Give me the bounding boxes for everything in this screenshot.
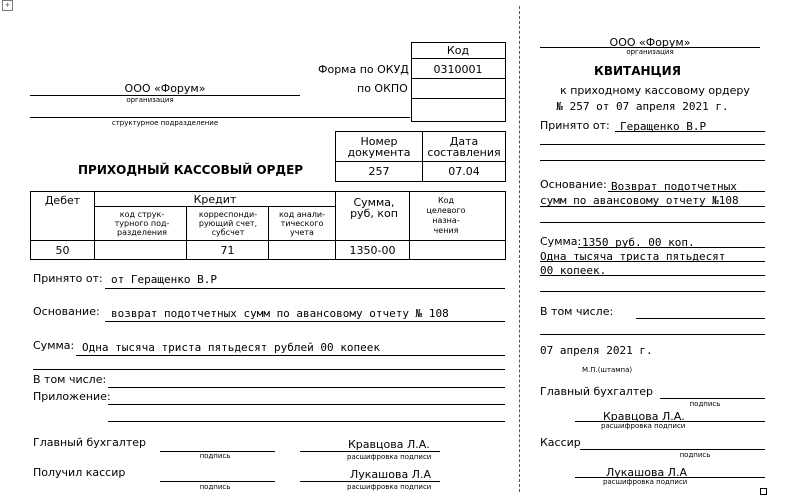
cut-line: [519, 6, 520, 492]
cashier-sign-caption: подпись: [199, 483, 231, 491]
row-sum: 1350-00: [349, 243, 396, 257]
debit-header: Дебет: [44, 193, 81, 207]
org-name: ООО «Форум»: [124, 82, 206, 95]
cashier-name: Лукашова Л.А: [350, 468, 431, 481]
okud-label: Форма по ОКУД: [318, 63, 409, 76]
receipt-cashier-name: Лукашова Л.А: [606, 466, 687, 479]
corner-marker: [760, 488, 767, 495]
doc-number-header: Номер документа: [347, 135, 411, 159]
doc-date-header: Дата составления: [427, 135, 501, 159]
chief-decode-caption: расшифровка подписи: [347, 453, 432, 461]
receipt-received-value: Геращенко В.Р: [620, 120, 707, 133]
credit-sub-account: корреспонди-рующий счет, субсчет: [198, 210, 258, 237]
receipt-date: 07 апреля 2021 г.: [540, 344, 653, 357]
chief-accountant-label: Главный бухгалтер: [33, 436, 146, 449]
receipt-basis-line1: Возврат подотчетных: [611, 180, 737, 193]
receipt-cashier-decode-caption: расшифровка подписи: [603, 478, 688, 486]
stamp-caption: М.П.(штампа): [582, 366, 633, 374]
receipt-sum-words1: Одна тысяча триста пятьдесят: [540, 250, 726, 263]
subdivision-caption: структурное подразделение: [111, 119, 219, 127]
anchor-icon: +: [2, 0, 13, 11]
doc-number-value: 257: [368, 165, 390, 178]
chief-accountant-name: Кравцова Л.А.: [348, 438, 430, 451]
receipt-org-name: ООО «Форум»: [609, 36, 691, 49]
credit-header: Кредит: [193, 192, 237, 206]
credit-sub-analytic: код анали-тического учета: [278, 210, 326, 237]
receipt-including-label: В том числе:: [540, 305, 614, 318]
receipt-received-label: Принято от:: [540, 119, 610, 132]
receipt-title: КВИТАНЦИЯ: [594, 64, 681, 78]
receipt-chief-name: Кравцова Л.А.: [603, 410, 685, 423]
including-label: В том числе:: [33, 373, 107, 386]
sum-value: Одна тысяча триста пятьдесят рублей 00 копеек: [82, 341, 381, 354]
sum-label: Сумма:: [33, 339, 75, 352]
cashier-decode-caption: расшифровка подписи: [347, 483, 432, 491]
row-purpose: [410, 242, 504, 258]
basis-label: Основание:: [33, 305, 100, 318]
receipt-cashier-label: Кассир: [540, 436, 581, 449]
okud-value: 0310001: [433, 63, 483, 76]
basis-value: возврат подотчетных сумм по авансовому отчету № 108: [111, 307, 449, 320]
chief-sign-caption: подпись: [199, 452, 231, 460]
receipt-org-caption: организация: [626, 48, 674, 56]
row-debit: 50: [55, 243, 70, 257]
receipt-subtitle: к приходному кассовому ордеру: [560, 84, 750, 97]
cashier-label: Получил кассир: [33, 466, 126, 479]
receipt-sum-label: Сумма:: [540, 235, 582, 248]
code-header: Код: [446, 44, 470, 57]
receipt-cashier-sign-caption: подпись: [679, 451, 711, 459]
credit-sub-structural: код струк-турного под-разделения: [114, 210, 170, 237]
receipt-order-line: № 257 от 07 апреля 2021 г.: [556, 100, 729, 113]
okpo-label: по ОКПО: [357, 82, 408, 95]
receipt-chief-decode-caption: расшифровка подписи: [601, 422, 686, 430]
received-from-value: от Геращенко В.Р: [111, 273, 217, 286]
purpose-header: Код целевого назна-чения: [426, 196, 466, 235]
row-credit-structural: [95, 242, 186, 258]
receipt-chief-label: Главный бухгалтер: [540, 385, 653, 398]
doc-date-value: 07.04: [448, 165, 480, 178]
receipt-chief-sign-caption: подпись: [689, 400, 721, 408]
row-credit-analytic: [269, 242, 335, 258]
sum-header: Сумма, руб, коп: [350, 196, 398, 220]
org-caption: организация: [126, 96, 174, 104]
page-title: ПРИХОДНЫЙ КАССОВЫЙ ОРДЕР: [78, 163, 304, 177]
receipt-sum-words2: 00 копеек.: [540, 264, 607, 277]
receipt-sum-value: 1350 руб. 00 коп.: [582, 236, 695, 249]
received-from-label: Принято от:: [33, 272, 103, 285]
row-credit-account: 71: [220, 243, 235, 257]
receipt-basis-label: Основание:: [540, 178, 607, 191]
attachment-label: Приложение:: [33, 390, 111, 403]
receipt-basis-line2: сумм по авансовому отчету №108: [540, 194, 739, 207]
